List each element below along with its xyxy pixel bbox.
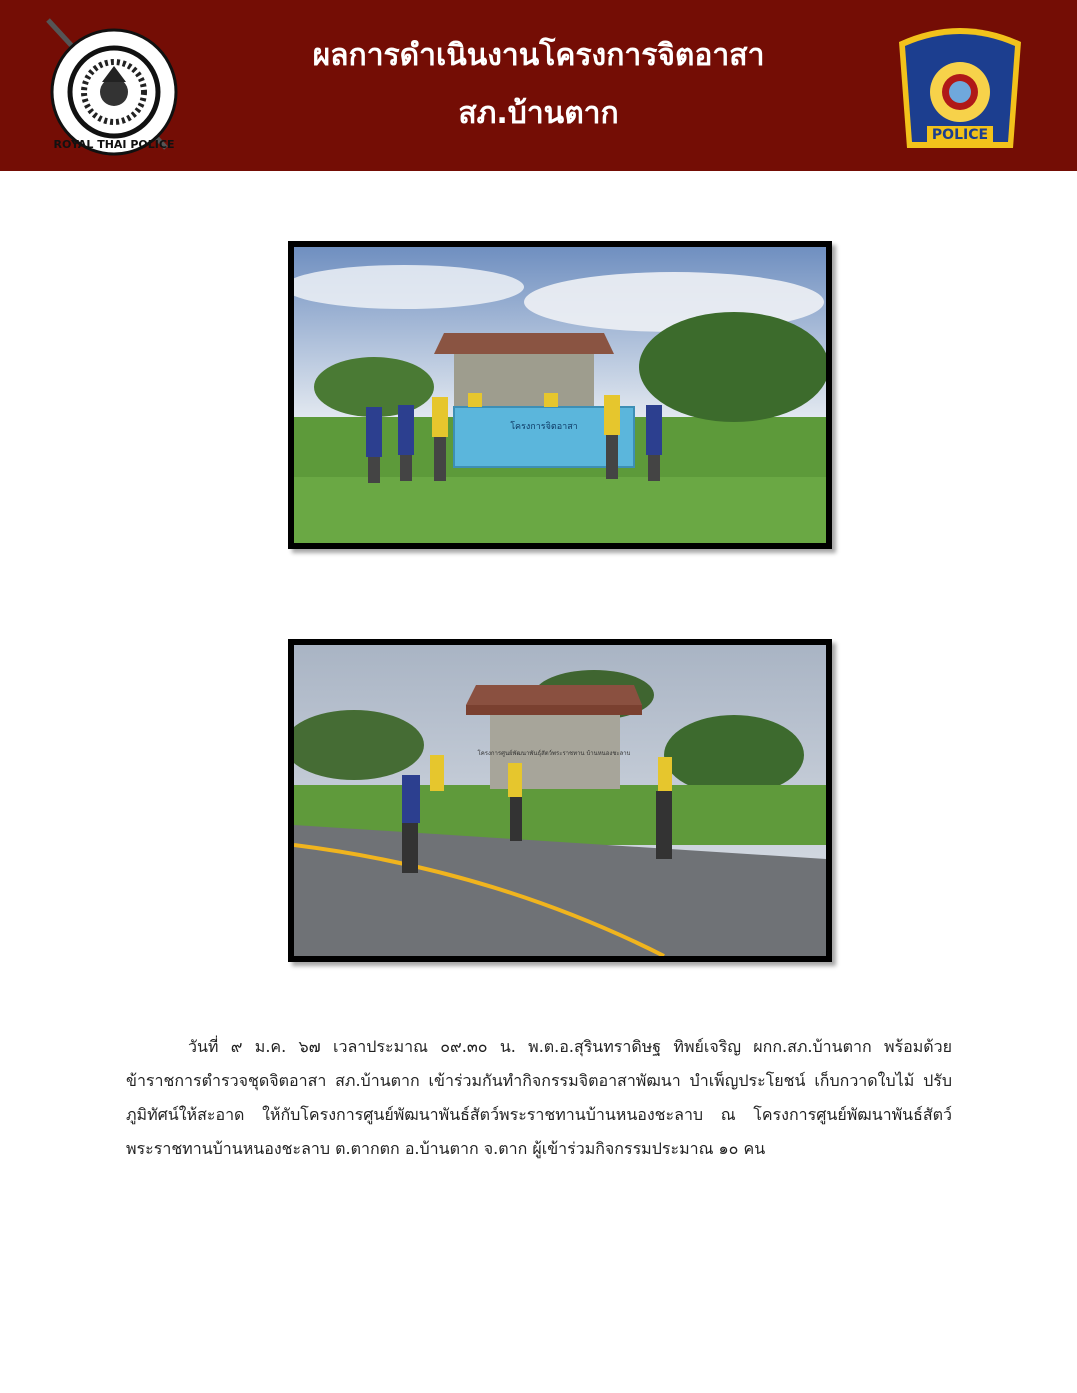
activity-description [126,1030,952,1166]
sweeping-road-photo [288,639,832,962]
sign-text: โครงการศูนย์พัฒนาพันธุ์สัตว์พระราชทาน บ้านหนองชะลาบ [477,750,631,757]
svg-text:POLICE: POLICE [931,127,989,143]
banner-text: โครงการจิตอาสา [510,422,578,432]
provincial-police-badge-icon [893,20,1027,152]
svg-text:ROYAL THAI POLICE: ROYAL THAI POLICE [53,138,175,151]
group-volunteers-photo [288,241,832,549]
description-paragraph: วันที่ ๙ ม.ค. ๖๗ เวลาประมาณ ๐๙.๓๐ น. พ.ต.อ.สุรินทราดิษฐ ทิพย์เจริญ ผกก.สภ.บ้านตาก พร้อมด้วยข้าราชการตำรวจชุดจิตอาสา สภ.บ้านตาก เข้าร่วมกันทำกิจกรรมจิตอาสาพัฒนา บำเพ็ญประโยชน์ เก็บกวาดใบไม้ ปรับภูมิทัศน์ให้สะอาด ให้กับโครงการศูนย์พัฒนาพันธ์สัตว์พระราชทานบ้านหนองชะลาบ ณ โครงการศูนย์พัฒนาพันธ์สัตว์พระราชทานบ้านหนองชะลาบ ต.ตากตก อ.บ้านตาก จ.ตาก ผู้เข้าร่วมกิจกรรมประมาณ ๑๐ คน [126,1037,952,1158]
page-title-line2: สภ.บ้านตาก [458,96,619,131]
page-title-line1: ผลการดำเนินงานโครงการจิตอาสา [312,38,765,73]
page-header [0,0,1077,171]
